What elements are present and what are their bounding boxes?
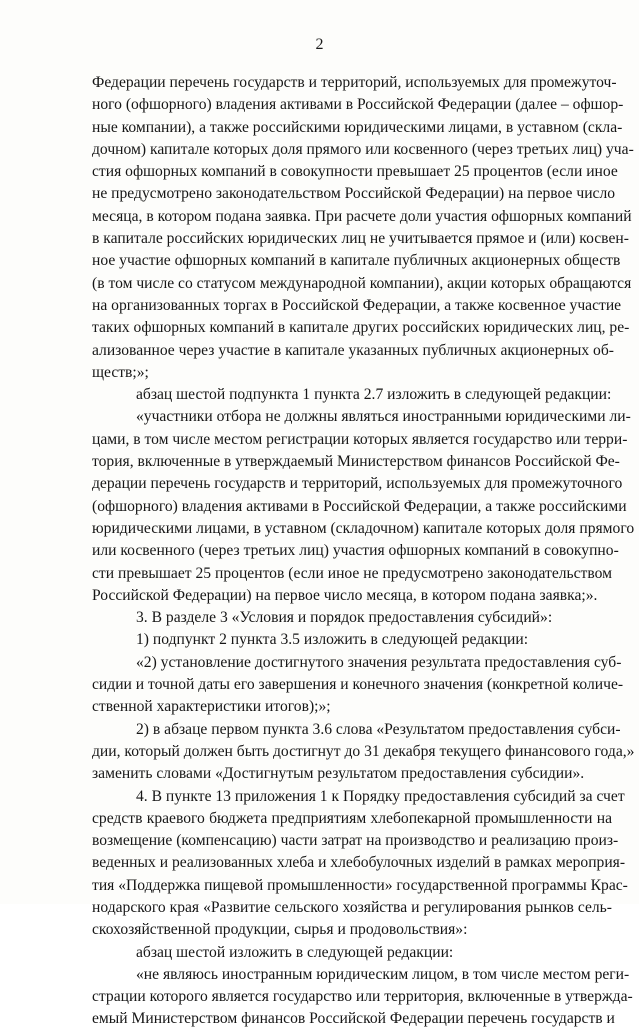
text-line: месяца, в котором подана заявка. При расчете доли участия офшорных компаний	[92, 207, 632, 225]
text-line: 4. В пункте 13 приложения 1 к Порядку предоставления субсидий за счет	[136, 787, 625, 805]
text-line: (офшорного) владения активами в Российской Федерации, а также российскими	[92, 497, 627, 515]
text-line: дии, который должен быть достигнут до 31 декабря текущего финансового года,»	[92, 742, 635, 760]
text-line: скохозяйственной продукции, сырья и продовольствия»:	[92, 921, 468, 939]
text-line: нодарского края «Развитие сельского хозяйства и регулирования рынков сель-	[92, 898, 612, 916]
text-line: в капитале российских юридических лиц не учитывается прямое и (или) косвен-	[92, 230, 629, 248]
text-line: абзац шестой изложить в следующей редакции:	[136, 943, 454, 961]
text-line: цами, в том числе местом регистрации которых является государство или терри-	[92, 430, 628, 448]
text-line: абзац шестой подпункта 1 пункта 2.7 изложить в следующей редакции:	[136, 386, 612, 404]
text-line: юридическими лицами, в уставном (складочном) капитале которых доля прямого	[92, 519, 635, 537]
text-line: 2) в абзаце первом пункта 3.6 слова «Результатом предоставления субси-	[136, 720, 621, 738]
page-number: 2	[315, 36, 324, 53]
text-line: ные компании), а также российскими юридическими лицами, в уставном (скла-	[92, 118, 623, 136]
text-line: ственной характеристики итогов);»;	[92, 698, 331, 716]
text-line: «участники отбора не должны являться иностранными юридическими ли-	[136, 408, 631, 426]
text-line: страции которого является государство или территория, включенные в утвержда-	[92, 988, 633, 1006]
text-line: «2) установление достигнутого значения результата предоставления суб-	[136, 653, 622, 671]
text-line: средств краевого бюджета предприятиям хлебопекарной промышленности на	[92, 809, 612, 827]
text-line: сти превышает 25 процентов (если иное не предусмотрено законодательством	[92, 564, 612, 582]
text-line: сидии и точной даты его завершения и конечного значения (конкретной количе-	[92, 676, 624, 694]
text-line: возмещение (компенсацию) части затрат на производство и реализацию произ-	[92, 832, 619, 850]
text-line: дочном) капитале которых доля прямого или косвенного (через третьих лиц) уча-	[92, 140, 634, 158]
text-line: «не являюсь иностранным юридическим лицом, в том числе местом реги-	[136, 965, 630, 983]
text-line: стия офшорных компаний в совокупности превышает 25 процентов (если иное	[92, 163, 618, 181]
text-line: не предусмотрено законодательством Российской Федерации) на первое число	[92, 185, 616, 203]
text-line: 3. В разделе 3 «Условия и порядок предоставления субсидий»:	[136, 609, 553, 627]
text-line: на организованных торгах в Российской Федерации, а также косвенное участие	[92, 296, 622, 314]
text-line: 1) подпункт 2 пункта 3.5 изложить в следующей редакции:	[136, 631, 529, 649]
text-line: ного (офшорного) владения активами в Российской Федерации (далее – офшор-	[92, 96, 624, 114]
text-line: ное участие офшорных компаний в капитале публичных акционерных обществ	[92, 252, 621, 270]
text-line: тория, включенные в утверждаемый Министерством финансов Российской Фе-	[92, 453, 620, 471]
text-line: емый Министерством финансов Российской Федерации перечень государств и	[92, 1010, 615, 1028]
text-line: таких офшорных компаний в капитале других российских юридических лиц, ре-	[92, 319, 630, 337]
text-line: Российской Федерации) на первое число месяца, в котором подана заявка;».	[92, 586, 598, 604]
text-line: (в том числе со статусом международной компании), акции которых обращаются	[92, 274, 632, 292]
body-text	[92, 72, 635, 1031]
text-line: ществ;»;	[92, 363, 149, 381]
text-line: ализованное через участие в капитале указанных публичных акционерных об-	[92, 341, 614, 359]
text-line: веденных и реализованных хлеба и хлебобулочных изделий в рамках мероприя-	[92, 854, 626, 872]
text-line: или косвенного (через третьих лиц) участия офшорных компаний в совокупно-	[92, 542, 619, 560]
text-line: Федерации перечень государств и территорий, используемых для промежуточ-	[92, 74, 617, 91]
text-line: заменить словами «Достигнутым результатом предоставления субсидии».	[92, 765, 585, 783]
text-line: тия «Поддержка пищевой промышленности» государственной программы Крас-	[92, 876, 628, 894]
text-line: дерации перечень государств и территорий, используемых для промежуточного	[92, 475, 623, 493]
